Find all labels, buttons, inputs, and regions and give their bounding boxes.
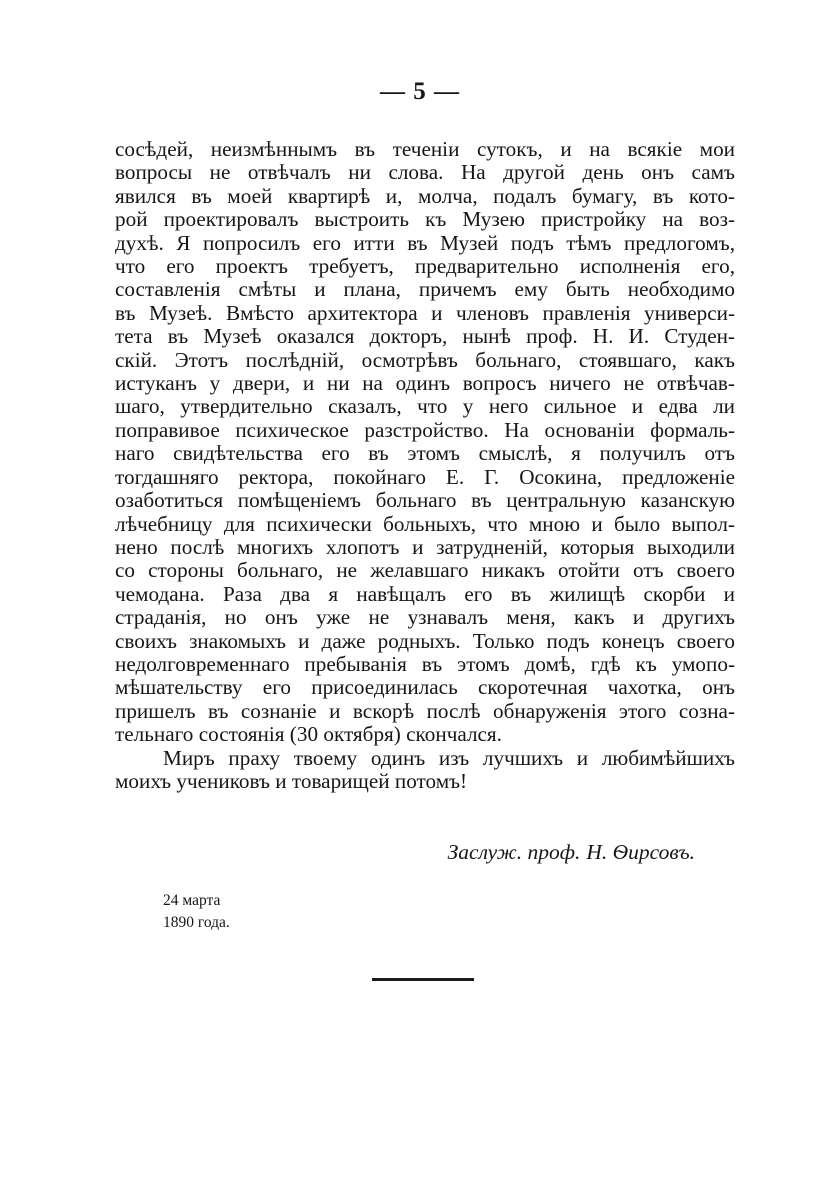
text-line: сосѣдей, неизмѣннымъ въ теченіи сутокъ, и на всякіе мои [115, 138, 735, 161]
text-line: истуканъ у двери, и ни на одинъ вопросъ ничего не отвѣчав- [115, 372, 735, 396]
body-text [115, 138, 735, 793]
closing-rule [372, 978, 474, 981]
signature [448, 840, 695, 865]
text-line: духѣ. Я попросилъ его итти въ Музей подъ тѣмъ предлогомъ, [115, 231, 735, 255]
text-line: со стороны больнаго, не желавшаго никакъ отойти отъ своего [115, 559, 735, 583]
text-line: явился въ моей квартирѣ и, молча, подалъ бумагу, въ кото- [115, 184, 735, 208]
date-day-month: 24 марта [163, 892, 221, 909]
text-line: недолговременнаго пребыванія въ этомъ домѣ, гдѣ къ умопо- [115, 652, 735, 676]
text-line: своихъ знакомыхъ и даже родныхъ. Только подъ конецъ своего [115, 629, 735, 653]
text-line: пришелъ въ сознаніе и вскорѣ послѣ обнаруженія этого созна- [115, 699, 735, 723]
text-line: мѣшательству его присоединилась скоротечная чахотка, онъ [115, 676, 735, 700]
signature-title: Заслуж. проф. [447, 840, 581, 864]
text-line: шаго, утвердительно сказалъ, что у него сильное и едва ли [115, 395, 735, 419]
text-line: чемодана. Раза два я навѣщалъ его въ жилищѣ скорби и [115, 582, 735, 606]
text-line: составленія смѣты и плана, причемъ ему быть необходимо [115, 278, 735, 302]
text-line: рой проектировалъ выстроить къ Музею пристройку на воз- [115, 208, 735, 232]
text-line: нено послѣ многихъ хлопотъ и затрудненій, которыя выходили [115, 535, 735, 559]
text-line: что его проектъ требуетъ, предварительно исполненія его, [115, 255, 735, 279]
text-line: тельнаго состоянія (30 октября) скончался. [115, 723, 502, 747]
signature-name: Н. Ѳирсовъ. [586, 840, 695, 864]
date-year: 1890 года. [163, 914, 230, 931]
text-line: вопросы не отвѣчалъ ни слова. На другой день онъ самъ [115, 161, 735, 185]
text-line: лѣчебницу для психически больныхъ, что мною и было выпол- [115, 512, 735, 536]
text-line: наго свидѣтельства его въ этомъ смыслѣ, я получилъ отъ [115, 442, 735, 466]
text-line: страданія, но онъ уже не узнавалъ меня, какъ и другихъ [115, 606, 735, 630]
page-number: — 5 — [380, 78, 460, 105]
text-line: озаботиться помѣщеніемъ больнаго въ центральную казанскую [115, 489, 735, 513]
text-line: скій. Этотъ послѣдній, осмотрѣвъ больнаго, стоявшаго, какъ [115, 348, 735, 372]
text-line: Миръ праху твоему одинъ изъ лучшихъ и любимѣйшихъ [163, 746, 735, 770]
text-line: тета въ Музеѣ оказался докторъ, нынѣ проф. Н. И. Студен- [115, 325, 735, 349]
date-block [163, 890, 230, 934]
text-line: поправивое психическое разстройство. На основаніи формаль- [115, 418, 735, 442]
text-line: моихъ учениковъ и товарищей потомъ! [115, 769, 468, 793]
text-line: тогдашняго ректора, покойнаго Е. Г. Осокина, предложеніе [115, 465, 735, 489]
text-line: въ Музеѣ. Вмѣсто архитектора и членовъ правленія универси- [115, 301, 735, 325]
